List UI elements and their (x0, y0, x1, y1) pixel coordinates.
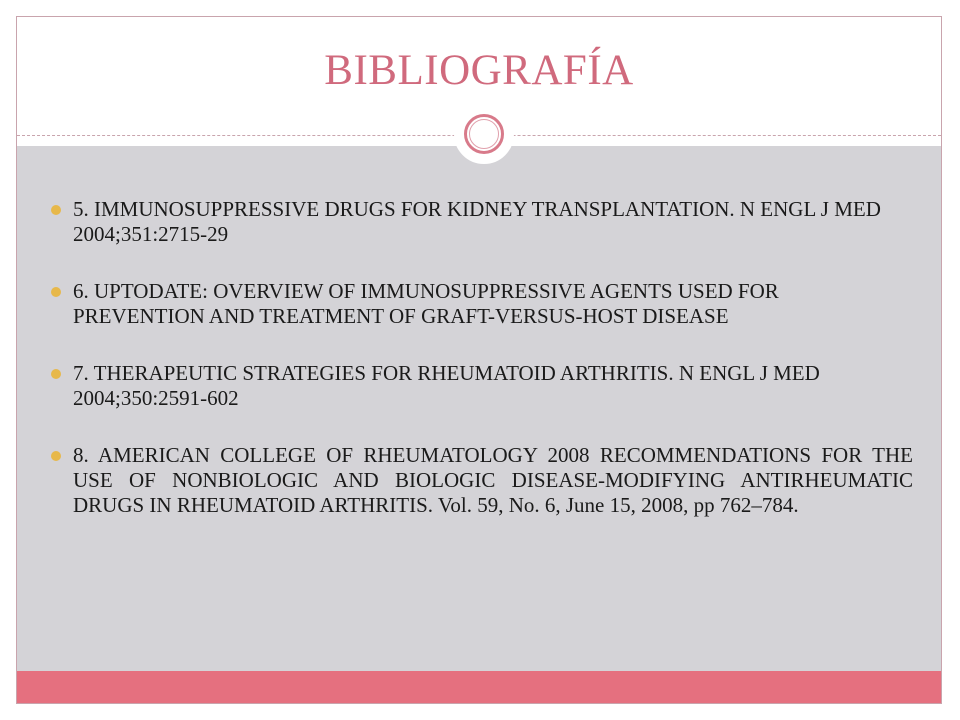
reference-text-tail: Vol. 59, No. 6, June 15, 2008, pp 762–784. (437, 493, 799, 517)
footer-bar (17, 671, 941, 704)
slide (16, 16, 942, 704)
circle-ring-icon (454, 104, 514, 164)
reference-item (51, 197, 913, 247)
reference-item (51, 443, 913, 518)
reference-text: 5. IMMUNOSUPPRESSIVE DRUGS FOR KIDNEY TRANSPLANTATION. N ENGL J MED 2004;351:2715-29 (73, 197, 881, 246)
reference-item (51, 361, 913, 411)
round-bullet-icon (51, 205, 61, 215)
round-bullet-icon (51, 369, 61, 379)
circle-ring-inner (464, 114, 504, 154)
reference-list (51, 197, 913, 550)
reference-item (51, 279, 913, 329)
round-bullet-icon (51, 287, 61, 297)
round-bullet-icon (51, 451, 61, 461)
slide-title: BIBLIOGRAFÍA (324, 47, 634, 94)
reference-text: 8. AMERICAN COLLEGE OF RHEUMATOLOGY 2008 RECOMMENDATIONS FOR THE USE OF NONBIOLOGIC AND BIOLOGIC DISEASE-MODIFYING ANTIRHEUMATIC DRUGS IN RHEUMATOID ARTHRITIS. (73, 443, 913, 517)
reference-text: 6. UPTODATE: OVERVIEW OF IMMUNOSUPPRESSIVE AGENTS USED FOR PREVENTION AND TREATMENT OF GRAFT-VERSUS-HOST DISEASE (73, 279, 779, 328)
reference-text: 7. THERAPEUTIC STRATEGIES FOR RHEUMATOID ARTHRITIS. N ENGL J MED 2004;350:2591-602 (73, 361, 820, 410)
